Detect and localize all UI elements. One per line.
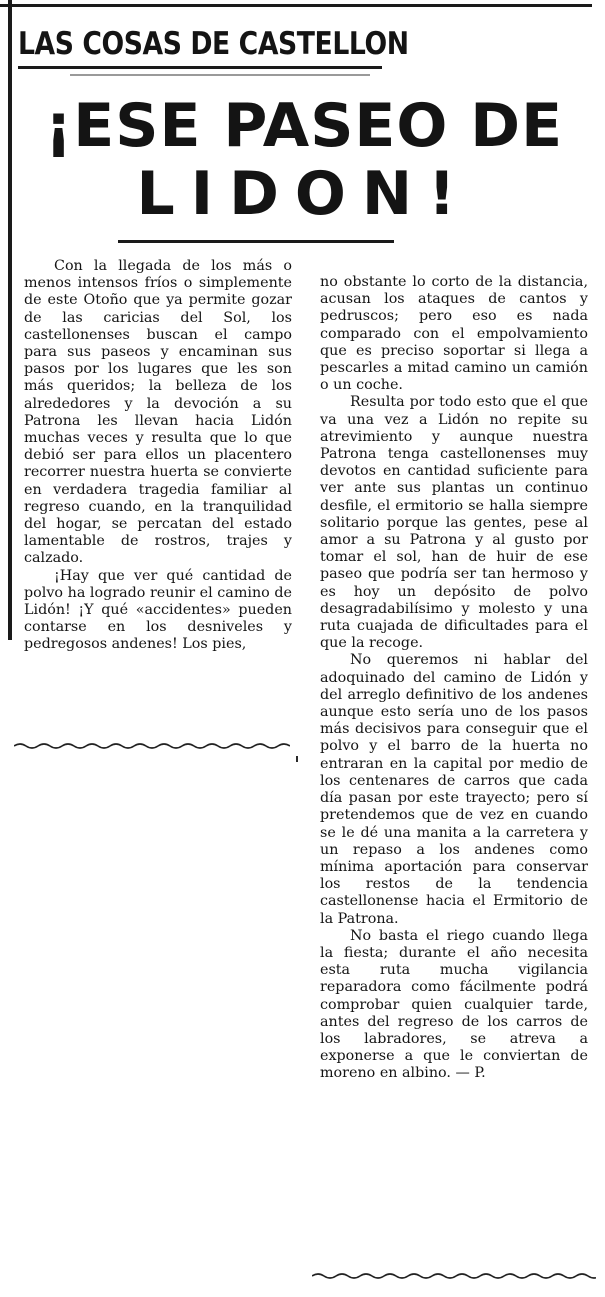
right-column	[320, 274, 588, 1083]
column-mark	[296, 756, 298, 762]
section-subrule	[70, 74, 370, 76]
paragraph: Resulta por todo esto que el que va una vez a Lidón no repite su atrevimiento y aunque nuestra Patrona tenga castellonenses muy devotos en cantidad suficiente para ver ante sus plantas un continuo desfile, el ermitorio se halla siempre solitario porque las gentes, pese al amor a su Patrona y al gusto por tomar el sol, han de huir de ese paseo que podría ser tan hermoso y es hoy un depósito de polvo desagradabilísimo y molesto y una ruta cuajada de dificultades para el que la recoge.	[320, 394, 588, 652]
headline-divider	[118, 240, 394, 243]
section-title: LAS COSAS DE CASTELLON	[18, 26, 409, 62]
ornamental-rule-right	[312, 1272, 596, 1280]
headline	[14, 92, 594, 228]
paragraph: ¡Hay que ver qué cantidad de polvo ha logrado reunir el camino de Lidón! ¡Y qué «accidentes» pueden contarse en los desniveles y pedregosos andenes! Los pies,	[24, 567, 292, 653]
headline-line2: LIDON!	[136, 159, 472, 229]
paragraph: no obstante lo corto de la distancia, acusan los ataques de cantos y pedruscos; pero eso es nada comparado con el empolvamiento que es preciso soportar si llega a pescarles a mitad camino un camión o un coche.	[320, 274, 588, 394]
paragraph: No queremos ni hablar del adoquinado del camino de Lidón y del arreglo definitivo de los andenes aunque esto sería uno de los pasos más decisivos para conseguir que el polvo y el barro de la huerta no entraran en la capital por medio de los centenares de carros que cada día pasan por este trayecto; pero sí pretendemos que de vez en cuando se le dé una manita a la carretera y un repaso a los andenes como mínima aportación para conservar los restos de la tendencia castellonense hacia el Ermitorio de la Patrona.	[320, 652, 588, 927]
headline-line1: ¡ESE PASEO DE	[44, 91, 564, 161]
left-rule	[8, 0, 12, 640]
top-rule	[0, 4, 592, 7]
ornamental-rule-left	[14, 742, 290, 750]
paragraph: No basta el riego cuando llega la fiesta; durante el año necesita esta ruta mucha vigilancia reparadora como fácilmente podrá comprobar quien cualquier tarde, antes del regreso de los carros de los labradores, se atreva a exponerse a que le conviertan de moreno en albino. — P.	[320, 927, 588, 1082]
section-underline	[18, 66, 382, 69]
paragraph: Con la llegada de los más o menos intensos fríos o simplemente de este Otoño que ya permite gozar de las caricias del Sol, los castellonenses buscan el campo para sus paseos y encaminan sus pasos por los lugares que les son más queridos; la belleza de los alrededores y la devoción a su Patrona les llevan hacia Lidón muchas veces y resulta que lo que debió ser para ellos un placentero recorrer nuestra huerta se convierte en verdadera tragedia familiar al regreso cuando, en la tranquilidad del hogar, se percatan del estado lamentable de rostros, trajes y calzado.	[24, 258, 292, 567]
left-column	[24, 258, 292, 654]
